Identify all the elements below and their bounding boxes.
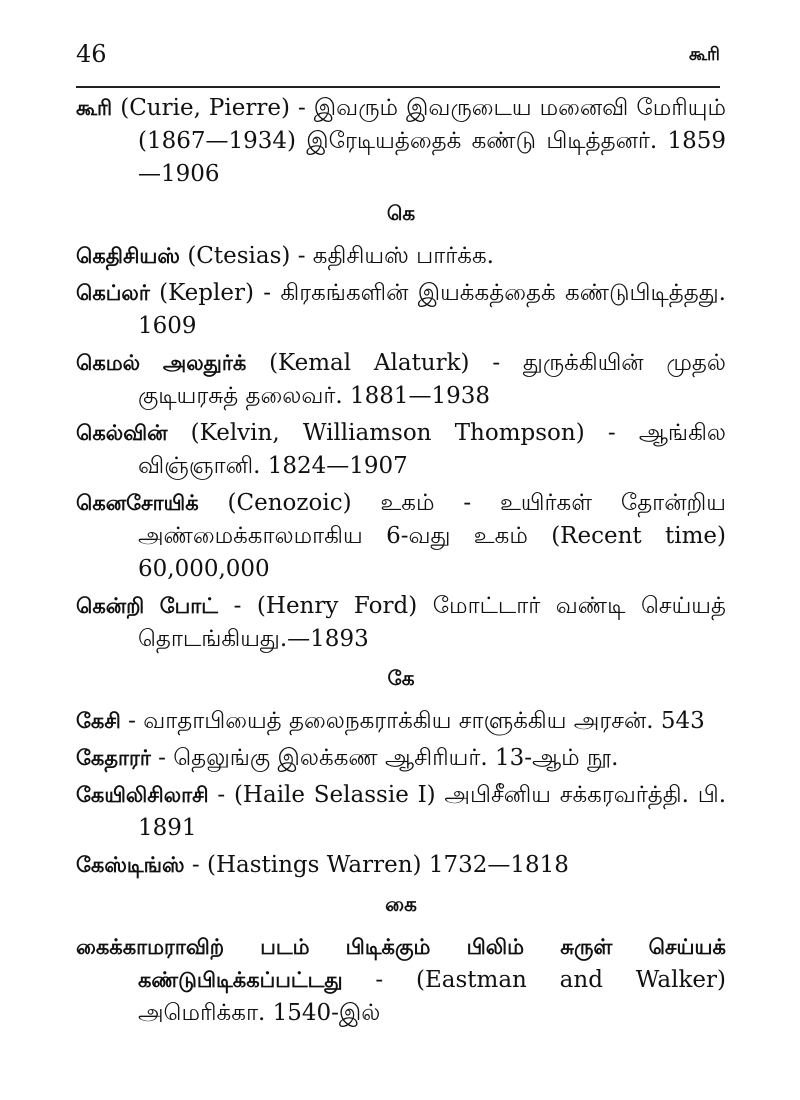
entry-kedarar bbox=[76, 742, 726, 775]
entry-headword: கெமல் அலதுர்க் bbox=[76, 351, 247, 375]
page-header bbox=[76, 38, 720, 88]
entry-headword: கென்றி போட் bbox=[76, 594, 218, 618]
entry-headword: கேயிலிசிலாசி bbox=[76, 783, 209, 807]
entry-headword: கெதிசியஸ் bbox=[76, 244, 180, 268]
entry-headword: கெல்வின் bbox=[76, 421, 168, 445]
page-number: 46 bbox=[76, 40, 107, 68]
entry-text: (Kepler) - கிரகங்களின் இயக்கத்தைக் கண்டுபிடித்தது. 1609 bbox=[138, 280, 726, 339]
entry-headword: கேசி bbox=[76, 709, 121, 733]
entry-text: (Kemal Alaturk) - துருக்கியின் முதல் குடியரசுத் தலைவர். 1881—1938 bbox=[138, 350, 726, 409]
entry-text: - (Hastings Warren) 1732—1818 bbox=[191, 852, 569, 878]
entry-text: (Curie, Pierre) - இவரும் இவருடைய மனைவி மேரியும் (1867—1934) இரேடியத்தைக் கண்டு பிடித்தனர். 1859—1906 bbox=[120, 95, 726, 187]
entry-haile-selassie bbox=[76, 779, 726, 845]
entry-headword: கூரி bbox=[76, 96, 113, 120]
entry-text: (Kelvin, Williamson Thompson) - ஆங்கில விஞ்ஞானி. 1824—1907 bbox=[138, 420, 727, 479]
entry-kepler bbox=[76, 277, 726, 343]
entry-text: - வாதாபியைத் தலைநகராக்கிய சாளுக்கிய அரசன். 543 bbox=[128, 708, 705, 734]
entry-headword: கேதாரர் bbox=[76, 746, 151, 770]
entry-kemal-alaturk bbox=[76, 347, 726, 413]
entry-henry-ford bbox=[76, 590, 726, 656]
entry-text: - (Henry Ford) மோட்டார் வண்டி செய்யத் தொடங்கியது.—1893 bbox=[138, 593, 727, 652]
entry-curie bbox=[76, 92, 726, 191]
entry-list bbox=[76, 92, 726, 1034]
section-heading-kee: கே bbox=[387, 666, 415, 690]
section-heading-ke: கெ bbox=[386, 201, 416, 225]
entry-headword: கைக்காமராவிற் படம் பிடிக்கும் பிலிம் சுருள் செய்யக் கண்டுபிடிக்கப்பட்டது bbox=[76, 935, 726, 992]
entry-text: (Cenozoic) உகம் - உயிர்கள் தோன்றிய அண்மைக்காலமாகிய 6-வது உகம் (Recent time) 60,000,000 bbox=[138, 490, 727, 582]
entry-text: - (Eastman and Walker) அமெரிக்கா. 1540-இல் bbox=[138, 967, 726, 1026]
entry-kelvin bbox=[76, 417, 726, 483]
entry-headword: கெப்லர் bbox=[76, 281, 150, 305]
entry-cenozoic bbox=[76, 487, 726, 586]
entry-text: - (Haile Selassie I) அபிசீனிய சக்கரவர்த்தி. பி. 1891 bbox=[138, 782, 727, 841]
entry-headword: கெனசோயிக் bbox=[76, 491, 199, 515]
entry-hastings bbox=[76, 849, 726, 882]
entry-text: - தெலுங்கு இலக்கண ஆசிரியர். 13-ஆம் நூ. bbox=[158, 745, 619, 771]
entry-kesi bbox=[76, 705, 726, 738]
entry-text: (Ctesias) - கதிசியஸ் பார்க்க. bbox=[187, 243, 494, 269]
entry-ctesias bbox=[76, 240, 726, 273]
entry-headword: கேஸ்டிங்ஸ் bbox=[76, 853, 185, 877]
entry-camera-film bbox=[76, 931, 726, 1030]
section-heading-kai: கை bbox=[385, 892, 417, 916]
running-head: கூரி bbox=[688, 44, 720, 65]
